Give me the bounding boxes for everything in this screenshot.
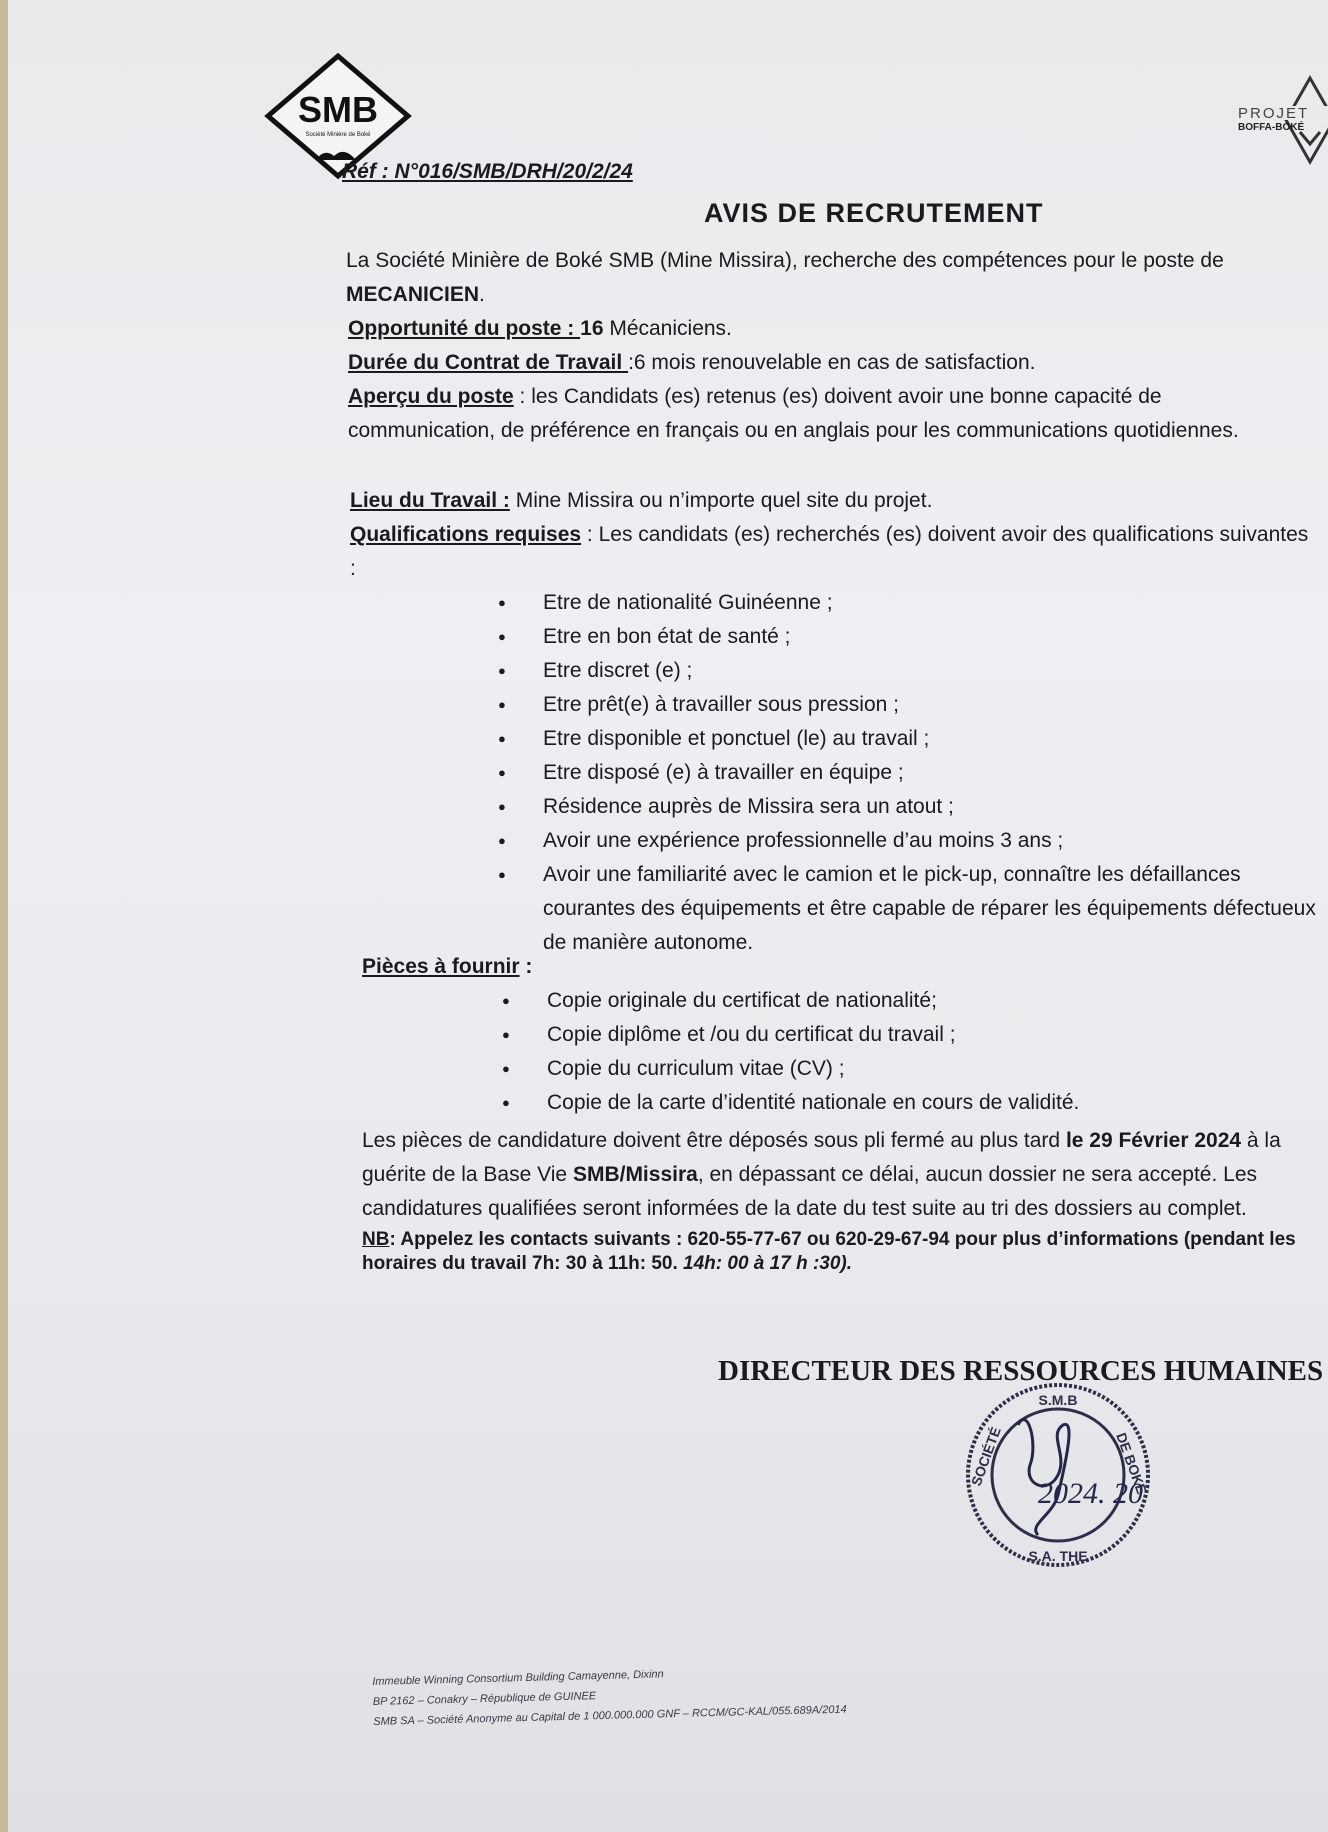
company-stamp (958, 1375, 1158, 1575)
svg-text:2024. 20: 2024. 20 (1038, 1477, 1143, 1510)
opportunite-line: Opportunité du poste : 16 Mécaniciens. (348, 317, 732, 340)
list-item: ● Etre disponible et ponctuel (le) au travail ; (498, 722, 1318, 756)
list-item: ● Résidence auprès de Missira sera un atout ; (498, 790, 1318, 824)
svg-text:S.M.B: S.M.B (1038, 1392, 1078, 1408)
list-item: ● Etre disposé (e) à travailler en équipe ; (498, 756, 1318, 790)
svg-text:SOCIÉTÉ: SOCIÉTÉ (967, 1424, 1004, 1489)
apercu-paragraph: Aperçu du poste : les Candidats (es) retenus (es) doivent avoir une bonne capacité de communication, de préférence en français ou en anglais pour les communications quotidiennes. (348, 385, 1239, 442)
list-item: ● Etre en bon état de santé ; (498, 620, 1318, 654)
pieces-list (502, 984, 1312, 1120)
document-page (8, 0, 1328, 1832)
list-item: ● Etre prêt(e) à travailler sous pression ; (498, 688, 1318, 722)
intro-paragraph: La Société Minière de Boké SMB (Mine Missira), recherche des compétences pour le poste de MECANICIEN. (346, 249, 1224, 306)
pieces-section (362, 950, 1322, 1276)
list-item: ● Copie diplôme et /ou du certificat du travail ; (502, 1018, 1312, 1052)
list-item: ● Avoir une familiarité avec le camion et le pick-up, connaître les défaillances courantes des équipements et être capable de réparer les équipements défectueux de manière autonome. (498, 858, 1318, 960)
svg-text:Société Minière de Boké: Société Minière de Boké (305, 132, 371, 138)
list-item: ● Etre de nationalité Guinéenne ; (498, 586, 1318, 620)
list-item: ● Copie originale du certificat de nationalité; (502, 984, 1312, 1018)
intro-section (346, 244, 1306, 448)
footer-address (372, 1660, 847, 1732)
svg-text:S.A. THE: S.A. THE (1028, 1548, 1088, 1564)
svg-text:SMB: SMB (298, 89, 378, 130)
director-title: DIRECTEUR DES RESSOURCES HUMAINES (718, 1355, 1324, 1387)
svg-text:DE BOKÉ: DE BOKÉ (1113, 1430, 1151, 1496)
list-item: ● Copie du curriculum vitae (CV) ; (502, 1052, 1312, 1086)
qualifications-section (350, 484, 1316, 960)
footer-line: SMB SA – Société Anonyme au Capital de 1 000.000.000 GNF – RCCM/GC-KAL/055.689A/2014 (373, 1703, 847, 1728)
list-item: ● Etre discret (e) ; (498, 654, 1318, 688)
document-title: AVIS DE RECRUTEMENT (704, 198, 1044, 228)
svg-text:PROJET: PROJET (1238, 105, 1310, 122)
list-item: ● Copie de la carte d’identité nationale en cours de validité. (502, 1086, 1312, 1120)
pieces-heading: Pièces à fournir : (362, 955, 533, 978)
footer-line: BP 2162 – Conakry – République de GUINEE (372, 1690, 597, 1708)
footer-line: Immeuble Winning Consortium Building Camayenne, Dixinn (372, 1668, 664, 1688)
qualifications-list (498, 586, 1318, 960)
projet-boffa-boke-logo (1234, 74, 1328, 166)
reference-number: Réf : N°016/SMB/DRH/20/2/24 (342, 160, 633, 183)
lieu-line: Lieu du Travail : Mine Missira ou n’importe quel site du projet. (350, 489, 933, 512)
list-item: ● Avoir une expérience professionnelle d’au moins 3 ans ; (498, 824, 1318, 858)
depot-paragraph: Les pièces de candidature doivent être déposés sous pli fermé au plus tard le 29 Février 2024 à la guérite de la Base Vie SMB/Missira, en dépassant ce délai, aucun dossier ne sera accepté. Les candidatures qualifiées seront informées de la date du test suite au tri des dossiers au complet. (362, 1129, 1281, 1220)
nb-note: NB: Appelez les contacts suivants : 620-55-77-67 ou 620-29-67-94 pour plus d’informations (pendant les horaires du travail 7h: 30 à 11h: 50. 14h: 00 à 17 h :30). (362, 1229, 1296, 1274)
svg-text:BOFFA-BOKÉ: BOFFA-BOKÉ (1238, 122, 1305, 133)
qualifications-intro: Qualifications requises : Les candidats (es) recherchés (es) doivent avoir des qualifications suivantes : (350, 523, 1309, 580)
duree-line: Durée du Contrat de Travail :6 mois renouvelable en cas de satisfaction. (348, 351, 1036, 374)
